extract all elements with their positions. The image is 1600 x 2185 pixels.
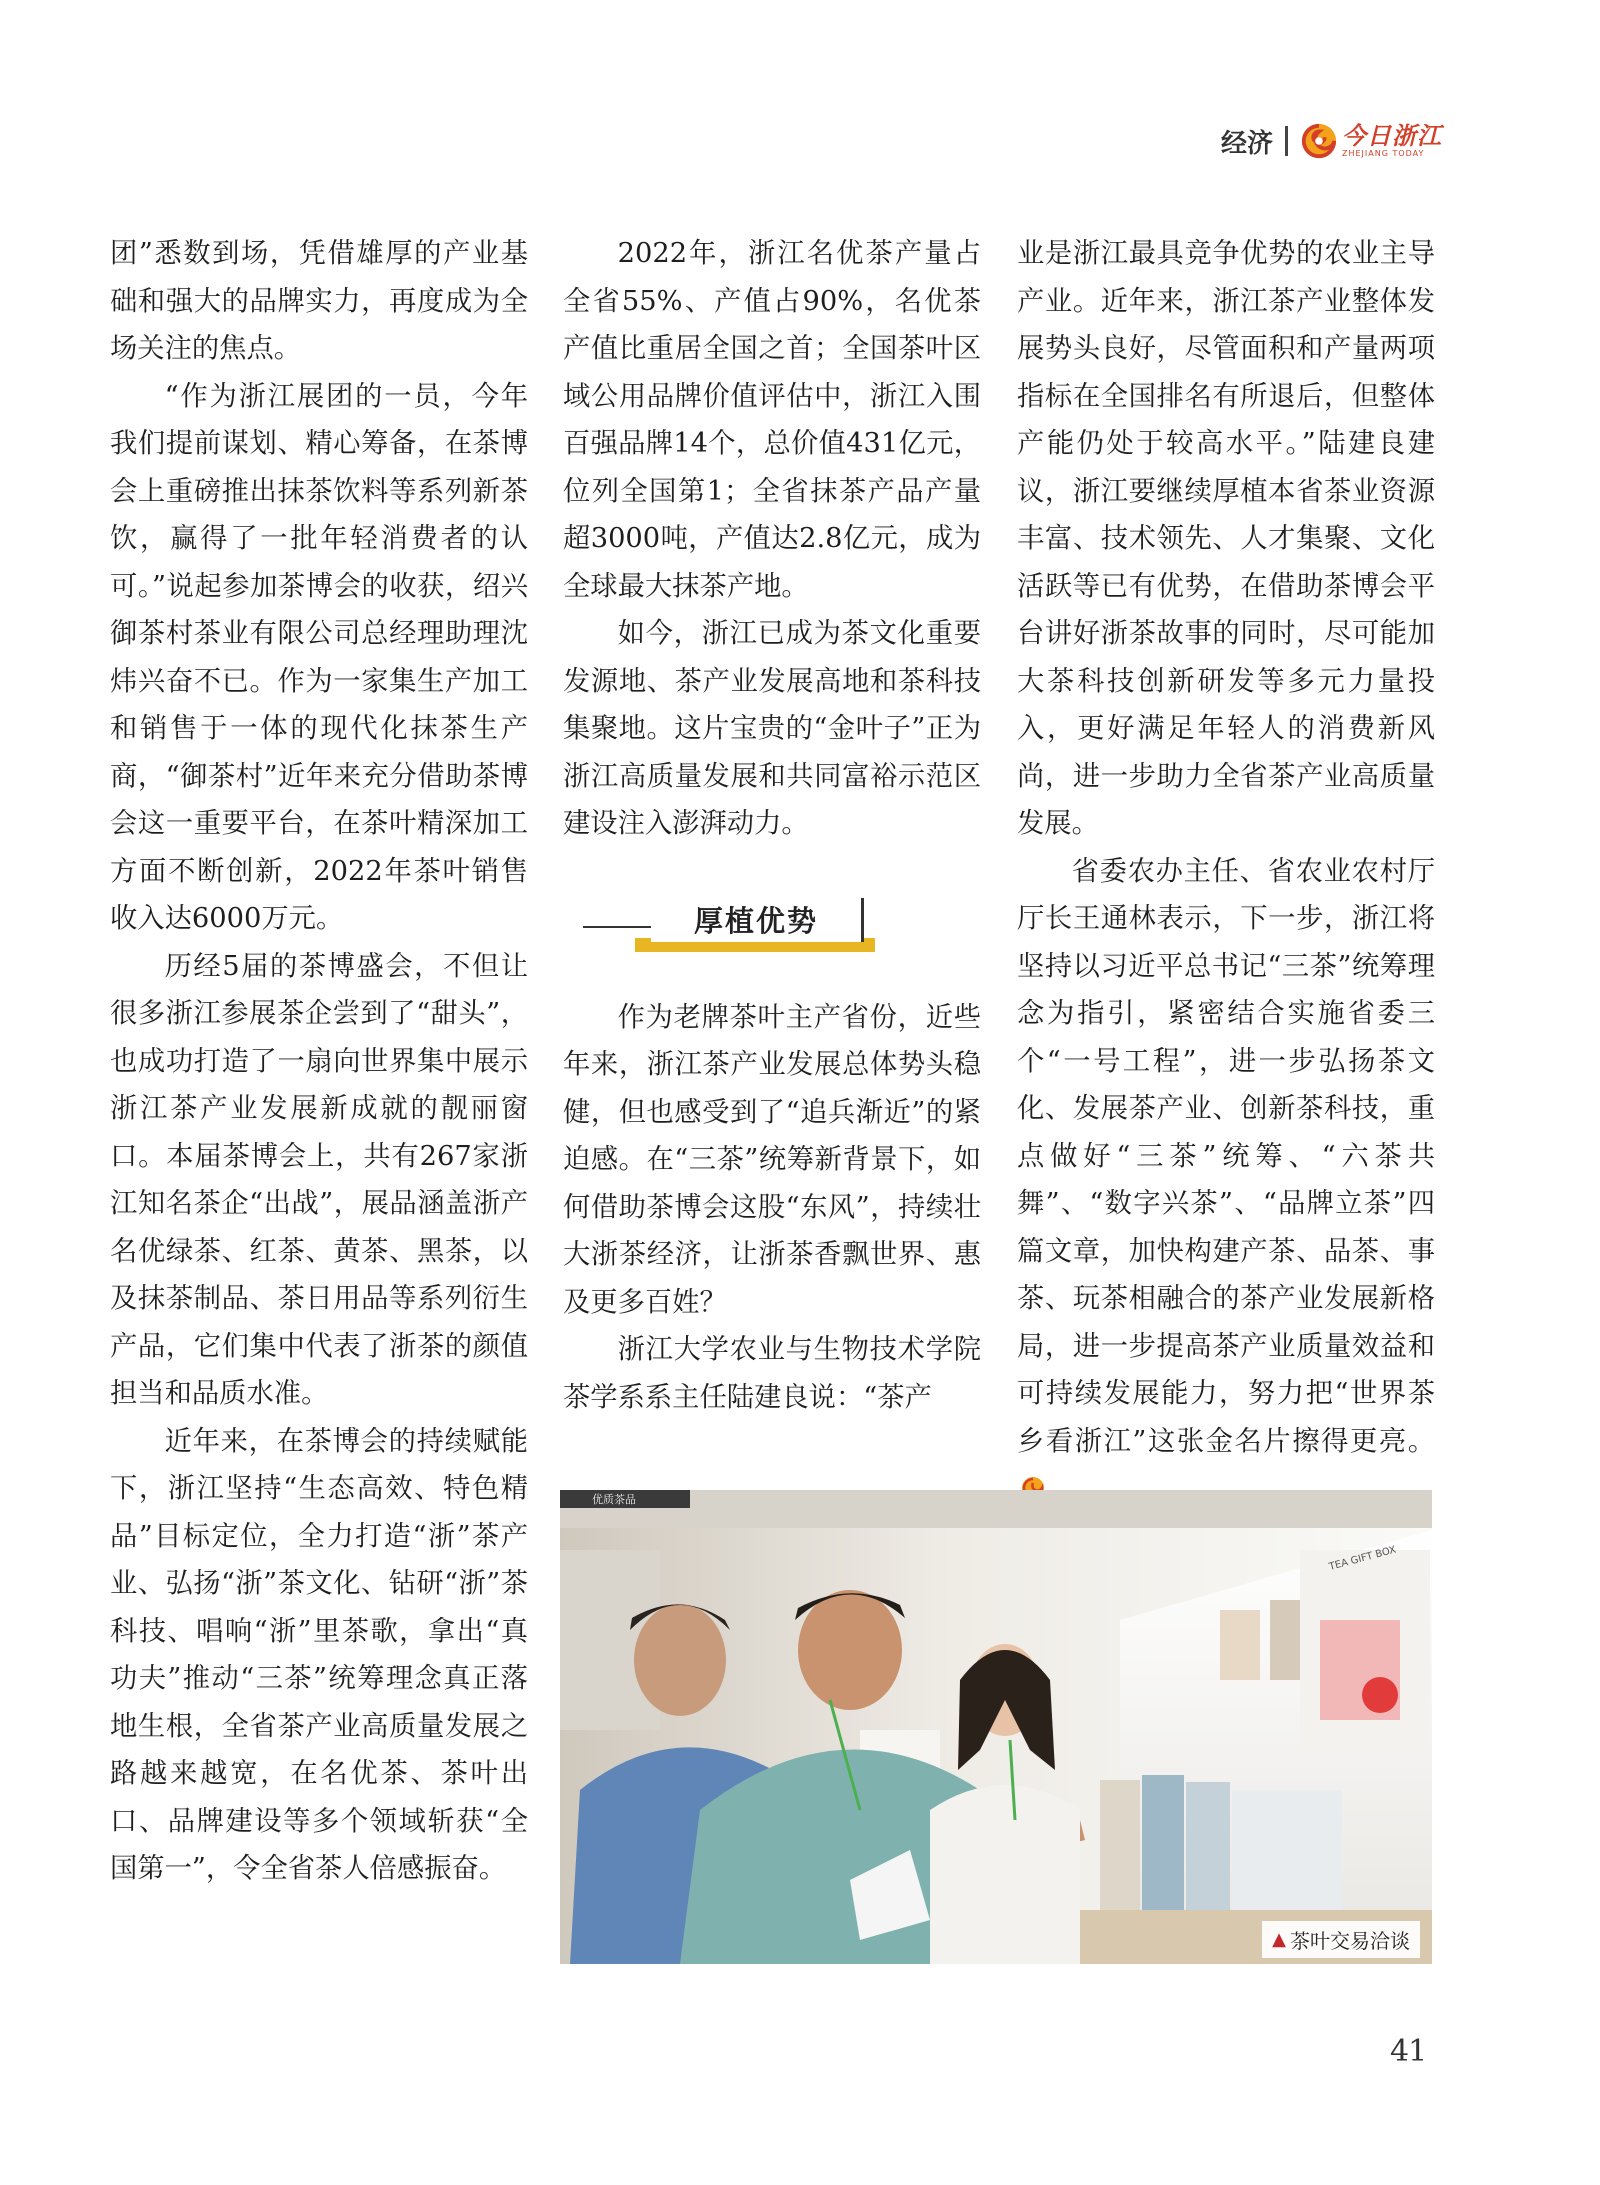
- paragraph: 作为老牌茶叶主产省份，近些年来，浙江茶产业发展总体势头稳健，但也感受到了“追兵渐近”的紧迫感。在“三茶”统筹新背景下，如何借助茶博会这股“东风”，持续壮大浙茶经济，让浙茶香飘世界、惠及更多百姓？: [563, 1001, 981, 1318]
- subheading-box: [651, 898, 864, 942]
- paragraph: 2022年，浙江名优茶产量占全省55%、产值占90%，名优茶产值比重居全国之首；全国茶叶区域公用品牌价值评估中，浙江入围百强品牌14个，总价值431亿元，位列全国第1；全省抹茶产品产量超3000吨，产值达2.8亿元，成为全球最大抹茶产地。: [563, 238, 981, 602]
- page-number: [1390, 2034, 1426, 2069]
- page-header: [1221, 118, 1442, 164]
- paragraph: “作为浙江展团的一员，今年我们提前谋划、精心筹备，在茶博会上重磅推出抹茶饮料等系列新茶饮，赢得了一批年轻消费者的认可。”说起参加茶博会的收获，绍兴御茶村茶业有限公司总经理助理沈炜兴奋不已。作为一家集生产加工和销售于一体的现代化抹茶生产商，“御茶村”近年来充分借助茶博会这一重要平台，在茶叶精深加工方面不断创新，2022年茶叶销售收入达6000万元。: [110, 380, 528, 934]
- paragraph: 团”悉数到场，凭借雄厚的产业基础和强大的品牌实力，再度成为全场关注的焦点。: [110, 238, 528, 364]
- section-label: 经济: [1220, 128, 1273, 159]
- paragraph: 业是浙江最具竞争优势的农业主导产业。近年来，浙江茶产业整体发展势头良好，尽管面积和产量两项指标在全国排名有所退后，但整体产能仍处于较高水平。”陆建良建议，浙江要继续厚植本省茶业资源丰富、技术领先、人才集聚、文化活跃等已有优势，在借助茶博会平台讲好浙茶故事的同时，尽可能加大茶科技创新研发等多元力量投入，更好满足年轻人的消费新风尚，进一步助力全省茶产业高质量发展。: [1017, 238, 1435, 839]
- paragraph-last: [1017, 848, 1435, 1513]
- paragraph-text: 省委农办主任、省农业农村厅厅长王通林表示，下一步，浙江将坚持以习近平总书记“三茶”统筹理念为指引，紧密结合实施省委三个“一号工程”，进一步弘扬茶文化、发展茶产业、创新茶科技，重点做好“三茶”统筹、“六茶共舞”、“数字兴茶”、“品牌立茶”四篇文章，加快构建产茶、品茶、事茶、玩茶相融合的茶产业发展新格局，进一步提高茶产业质量效益和可持续发展能力，努力把“世界茶乡看浙江”这张金名片擦得更亮。: [1017, 855, 1435, 1457]
- magazine-logo: [1300, 122, 1442, 160]
- subheading-text: 厚植优势: [693, 904, 818, 938]
- paragraph: 近年来，在茶博会的持续赋能下，浙江坚持“生态高效、特色精品”目标定位，全力打造“浙”茶产业、弘扬“浙”茶文化、钻研“浙”茶科技、唱响“浙”里茶歌，拿出“真功夫”推动“三茶”统筹理念真正落地生根，全省茶产业高质量发展之路越来越宽，在名优茶、茶叶出口、品牌建设等多个领域斩获“全国第一”，令全省茶人倍感振奋。: [110, 1425, 528, 1884]
- article-column-1: [110, 230, 528, 1893]
- logo-english-text: ZHEJIANG TODAY: [1342, 149, 1425, 158]
- page-number-text: 41: [1390, 2034, 1427, 2069]
- caption-triangle-icon: ▲: [1272, 1929, 1286, 1950]
- paragraph: 如今，浙江已成为茶文化重要发源地、茶产业发展高地和茶科技集聚地。这片宝贵的“金叶子”正为浙江高质量发展和共同富裕示范区建设注入澎湃动力。: [563, 618, 981, 839]
- booth-sign-text: 优质茶品: [592, 1493, 636, 1506]
- logo-chinese-text: 今日浙江: [1342, 121, 1442, 150]
- article-photo: [560, 1490, 1432, 1964]
- tea-gift-box-text: TEA GIFT BOX: [1327, 1544, 1398, 1573]
- article-column-2: [563, 230, 981, 1421]
- section-subheading: [583, 896, 943, 952]
- header-separator: [1285, 126, 1288, 156]
- caption-text: 茶叶交易洽谈: [1290, 1929, 1410, 1953]
- photo-caption: [1262, 1921, 1420, 1958]
- swirl-logo-icon: [1300, 122, 1338, 160]
- paragraph: 历经5届的茶博盛会，不但让很多浙江参展茶企尝到了“甜头”，也成功打造了一扇向世界集中展示浙江茶产业发展新成就的靓丽窗口。本届茶博会上，共有267家浙江知名茶企“出战”，展品涵盖浙产名优绿茶、红茶、黄茶、黑茶，以及抹茶制品、茶日用品等系列衍生产品，它们集中代表了浙茶的颜值担当和品质水准。: [110, 950, 528, 1409]
- paragraph: 浙江大学农业与生物技术学院茶学系系主任陆建良说：“茶产: [563, 1334, 981, 1413]
- tea-trade-photo-illustration: [560, 1490, 1432, 1964]
- article-column-3: [1017, 230, 1435, 1513]
